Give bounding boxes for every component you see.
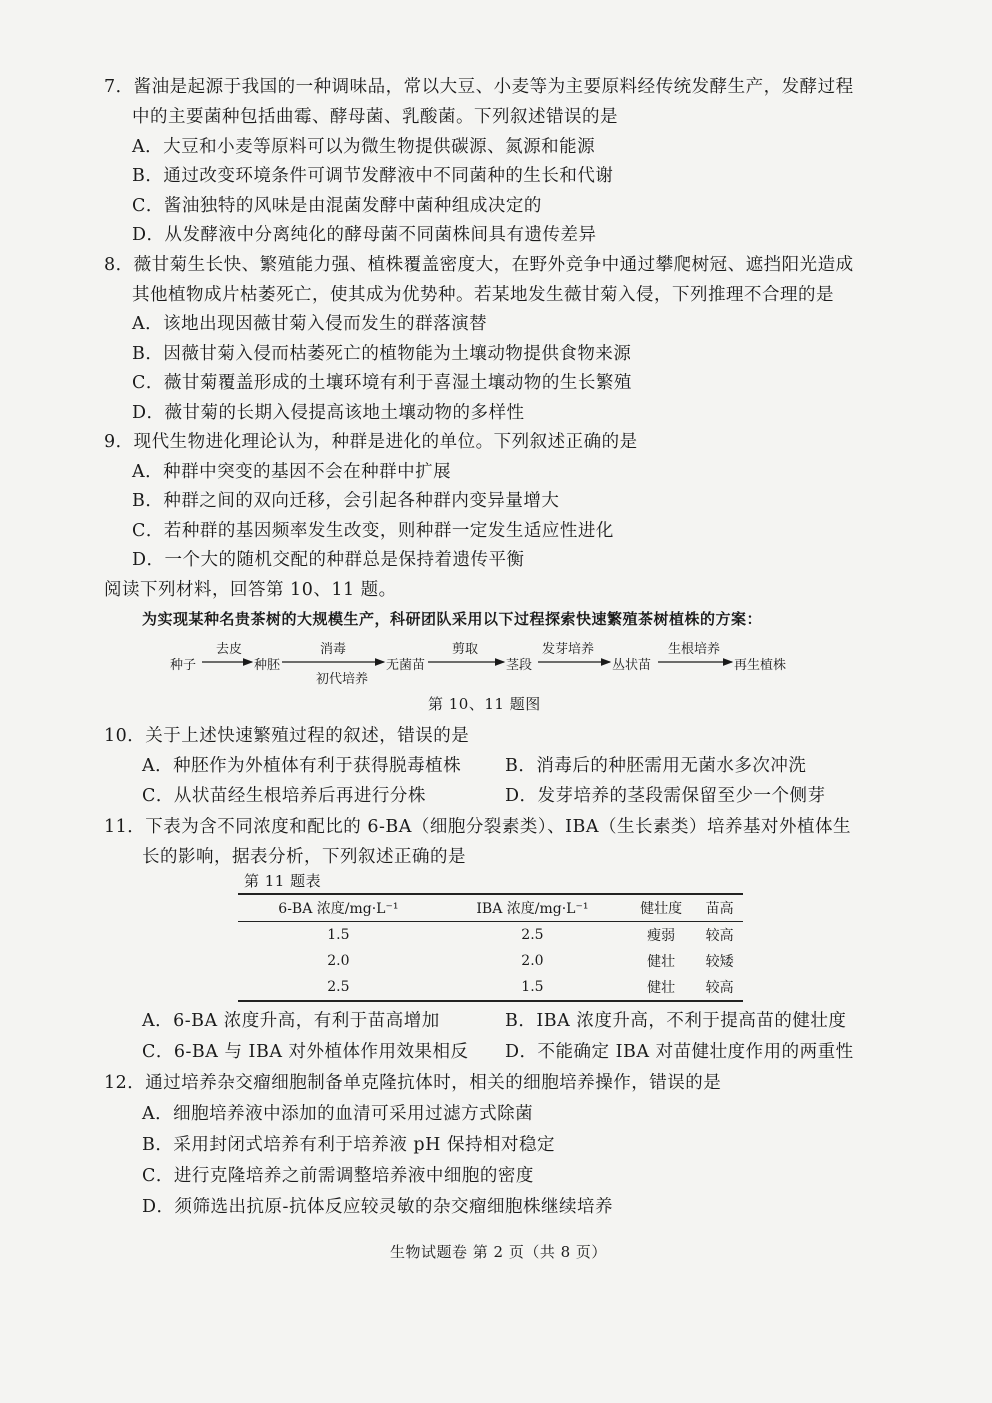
q11-data-table: [238, 893, 743, 1002]
flow-node-sterile-seedling: 无菌苗: [386, 658, 426, 673]
flow-node-cluster-seedling: 丛状苗: [612, 658, 652, 673]
table-row: [238, 922, 743, 949]
q7-stem-line1: 7．酱油是起源于我国的一种调味品，常以大豆、小麦等为主要原料经传统发酵生产，发酵过程: [104, 77, 854, 97]
q12-stem: 12．通过培养杂交瘤细胞制备单克隆抗体时，相关的细胞培养操作，错误的是: [104, 1073, 722, 1093]
q9-option-d: D．一个大的随机交配的种群总是保持着遗传平衡: [132, 550, 525, 570]
q12-option-c: C．进行克隆培养之前需调整培养液中细胞的密度: [142, 1166, 534, 1186]
table-row: [238, 948, 743, 974]
flow-step-cut: 剪取: [452, 642, 479, 657]
flow-node-seed: 种子: [170, 658, 197, 673]
q10-stem: 10．关于上述快速繁殖过程的叙述，错误的是: [104, 726, 470, 746]
q7-option-a: A．大豆和小麦等原料可以为微生物提供碳源、氮源和能源: [132, 137, 596, 157]
material-text: 为实现某种名贵茶树的大规模生产，科研团队采用以下过程探索快速繁殖茶树植株的方案：: [142, 610, 763, 628]
flow-step-disinfect: 消毒: [320, 642, 347, 657]
q12-option-d: D．须筛选出抗原-抗体反应较灵敏的杂交瘤细胞株继续培养: [142, 1197, 613, 1217]
q11-option-a: A．6-BA 浓度升高，有利于苗高增加: [142, 1011, 440, 1031]
table-cell: 1.5: [439, 974, 626, 1001]
q9-stem: 9．现代生物进化理论认为，种群是进化的单位。下列叙述正确的是: [104, 432, 638, 452]
q7-option-d: D．从发酵液中分离纯化的酵母菌不同菌株间具有遗传差异: [132, 225, 597, 245]
flow-node-regenerated-plant: 再生植株: [734, 658, 787, 673]
table-cell: 健壮: [626, 974, 696, 1001]
q10-option-a: A．种胚作为外植体有利于获得脱毒植株: [142, 756, 462, 776]
q8-option-b: B．因薇甘菊入侵而枯萎死亡的植物能为土壤动物提供食物来源: [132, 344, 632, 364]
flow-step-sprout-culture: 发芽培养: [542, 642, 595, 657]
col-header-iba: IBA 浓度/mg·L⁻¹: [439, 894, 626, 922]
q11-option-b: B．IBA 浓度升高，不利于提高苗的健壮度: [505, 1011, 847, 1031]
flow-diagram: [170, 640, 830, 690]
col-header-6ba: 6-BA 浓度/mg·L⁻¹: [238, 894, 439, 922]
q10-option-d: D．发芽培养的茎段需保留至少一个侧芽: [505, 786, 826, 806]
flow-node-embryo: 种胚: [254, 658, 281, 673]
q12-option-b: B．采用封闭式培养有利于培养液 pH 保持相对稳定: [142, 1135, 555, 1155]
table-cell: 2.5: [521, 927, 544, 943]
reading-intro: 阅读下列材料，回答第 10、11 题。: [104, 580, 397, 600]
q8-option-a: A．该地出现因薇甘菊入侵而发生的群落演替: [132, 314, 488, 334]
page-footer: 生物试题卷 第 2 页（共 8 页）: [390, 1243, 607, 1261]
q9-option-c: C．若种群的基因频率发生改变，则种群一定发生适应性进化: [132, 521, 614, 541]
table-row: [238, 974, 743, 1001]
flow-step-peel: 去皮: [216, 642, 243, 657]
q9-option-b: B．种群之间的双向迁移，会引起各种群内变异量增大: [132, 491, 560, 511]
q10-option-b: B．消毒后的种胚需用无菌水多次冲洗: [505, 756, 807, 776]
table-cell: 瘦弱: [647, 928, 676, 944]
q7-stem-line2: 中的主要菌种包括曲霉、酵母菌、乳酸菌。下列叙述错误的是: [132, 107, 618, 127]
flow-step-rooting-culture: 生根培养: [668, 642, 721, 657]
q12-option-a: A．细胞培养液中添加的血清可采用过滤方式除菌: [142, 1104, 534, 1124]
q7-option-b: B．通过改变环境条件可调节发酵液中不同菌种的生长和代谢: [132, 166, 614, 186]
flow-node-stem-segment: 茎段: [506, 658, 533, 673]
table-cell: 较高: [705, 928, 734, 944]
col-header-height: 苗高: [696, 894, 743, 922]
q8-stem-line1: 8．薇甘菊生长快、繁殖能力强、植株覆盖密度大，在野外竞争中通过攀爬树冠、遮挡阳光造成: [104, 255, 854, 275]
q8-stem-line2: 其他植物成片枯萎死亡，使其成为优势种。若某地发生薇甘菊入侵，下列推理不合理的是: [132, 285, 834, 305]
table-cell: 较矮: [705, 954, 734, 970]
q11-stem-line1: 11．下表为含不同浓度和配比的 6-BA（细胞分裂素类）、IBA（生长素类）培养基对外植体生: [104, 817, 852, 837]
q8-option-c: C．薇甘菊覆盖形成的土壤环境有利于喜湿土壤动物的生长繁殖: [132, 373, 632, 393]
table-cell: 1.5: [327, 927, 350, 943]
q11-option-c: C．6-BA 与 IBA 对外植体作用效果相反: [142, 1042, 469, 1062]
q11-option-d: D．不能确定 IBA 对苗健壮度作用的两重性: [505, 1042, 854, 1062]
table-cell: 2.5: [238, 974, 439, 1001]
table-cell: 2.0: [327, 953, 350, 969]
figure-caption: 第 10、11 题图: [428, 695, 541, 713]
table-cell: 健壮: [647, 954, 676, 970]
q9-option-a: A．种群中突变的基因不会在种群中扩展: [132, 462, 452, 482]
q11-stem-line2: 长的影响，据表分析，下列叙述正确的是: [142, 847, 466, 867]
table-title: 第 11 题表: [244, 872, 322, 890]
col-header-vigor: 健壮度: [626, 894, 696, 922]
q8-option-d: D．薇甘菊的长期入侵提高该地土壤动物的多样性: [132, 403, 525, 423]
flow-step-primary-culture: 初代培养: [316, 672, 369, 687]
table-cell: 2.0: [521, 953, 544, 969]
table-cell: 较高: [696, 974, 743, 1001]
q7-option-c: C．酱油独特的风味是由混菌发酵中菌种组成决定的: [132, 196, 542, 216]
q10-option-c: C．从状苗经生根培养后再进行分株: [142, 786, 426, 806]
